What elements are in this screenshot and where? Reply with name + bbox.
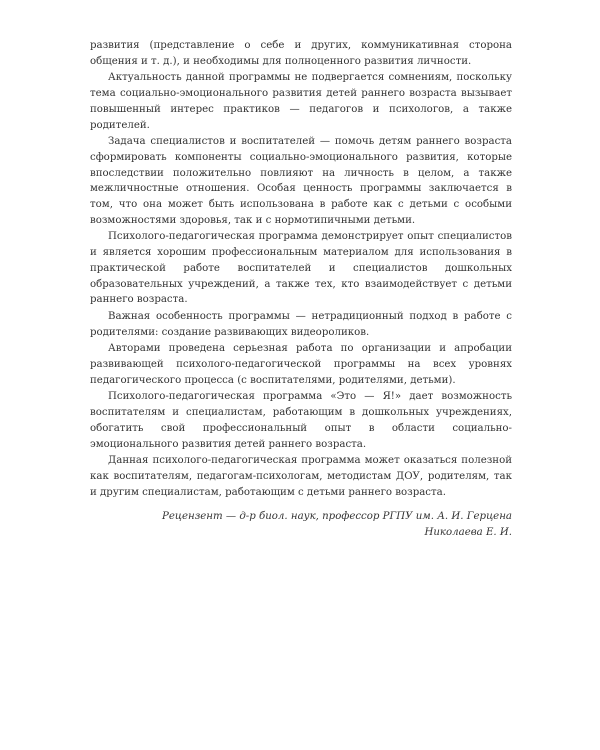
reviewer-title: Рецензент — д-р биол. наук, профессор РГПУ им. А. И. Герцена xyxy=(161,511,512,523)
paragraph-experience: Психолого-педагогическая программа демонстрирует опыт специалистов и является хорошим профессиональным материалом для использования в практической работе воспитателей и специалистов дошкольных образовательных учреждений, а также тех, кто взаимодействует с детьми раннего возраста. xyxy=(90,231,512,306)
paragraph-task: Задача специалистов и воспитателей — помочь детям раннего возраста сформировать компоненты социально-эмоционального развития, которые впоследствии положительно повлияют на личность в целом, а также межличностные отношения. Особая ценность программы заключается в том, что она может быть использована в работе как с детьми с особыми возможностями здоровья, так и с нормотипичными детьми. xyxy=(90,136,512,226)
paragraph-relevance: Актуальность данной программы не подвергается сомнениям, поскольку тема социально-эмоционального развития детей раннего возраста вызывает повышенный интерес практиков — педагогов и психологов, а также родителей. xyxy=(90,72,512,131)
reviewer-signature xyxy=(90,509,512,540)
paragraph-opportunity: Психолого-педагогическая программа «Это — Я!» дает возможность воспитателям и специалистам, работающим в дошкольных учреждениях, обогатить свой профессиональный опыт в области социально-эмоционального развития детей раннего возраста. xyxy=(90,391,512,450)
paragraph-usefulness: Данная психолого-педагогическая программа может оказаться полезной как воспитателям, педагогам-психологам, методистам ДОУ, родителям, так и другим специалистам, работающим с детьми раннего возраста. xyxy=(90,455,512,498)
document-page xyxy=(90,38,512,540)
reviewer-name: Николаева Е. И. xyxy=(424,526,512,538)
paragraph-feature: Важная особенность программы — нетрадиционный подход в работе с родителями: создание развивающих видеороликов. xyxy=(90,310,512,338)
paragraph-authors: Авторами проведена серьезная работа по организации и апробации развивающей психолого-педагогической программы на всех уровнях педагогического процесса (с воспитателями, родителями, детьми). xyxy=(90,343,512,386)
paragraph-continuation: развития (представление о себе и других, коммуникативная сторона общения и т. д.), и необходимы для полноценного развития личности. xyxy=(90,40,512,67)
